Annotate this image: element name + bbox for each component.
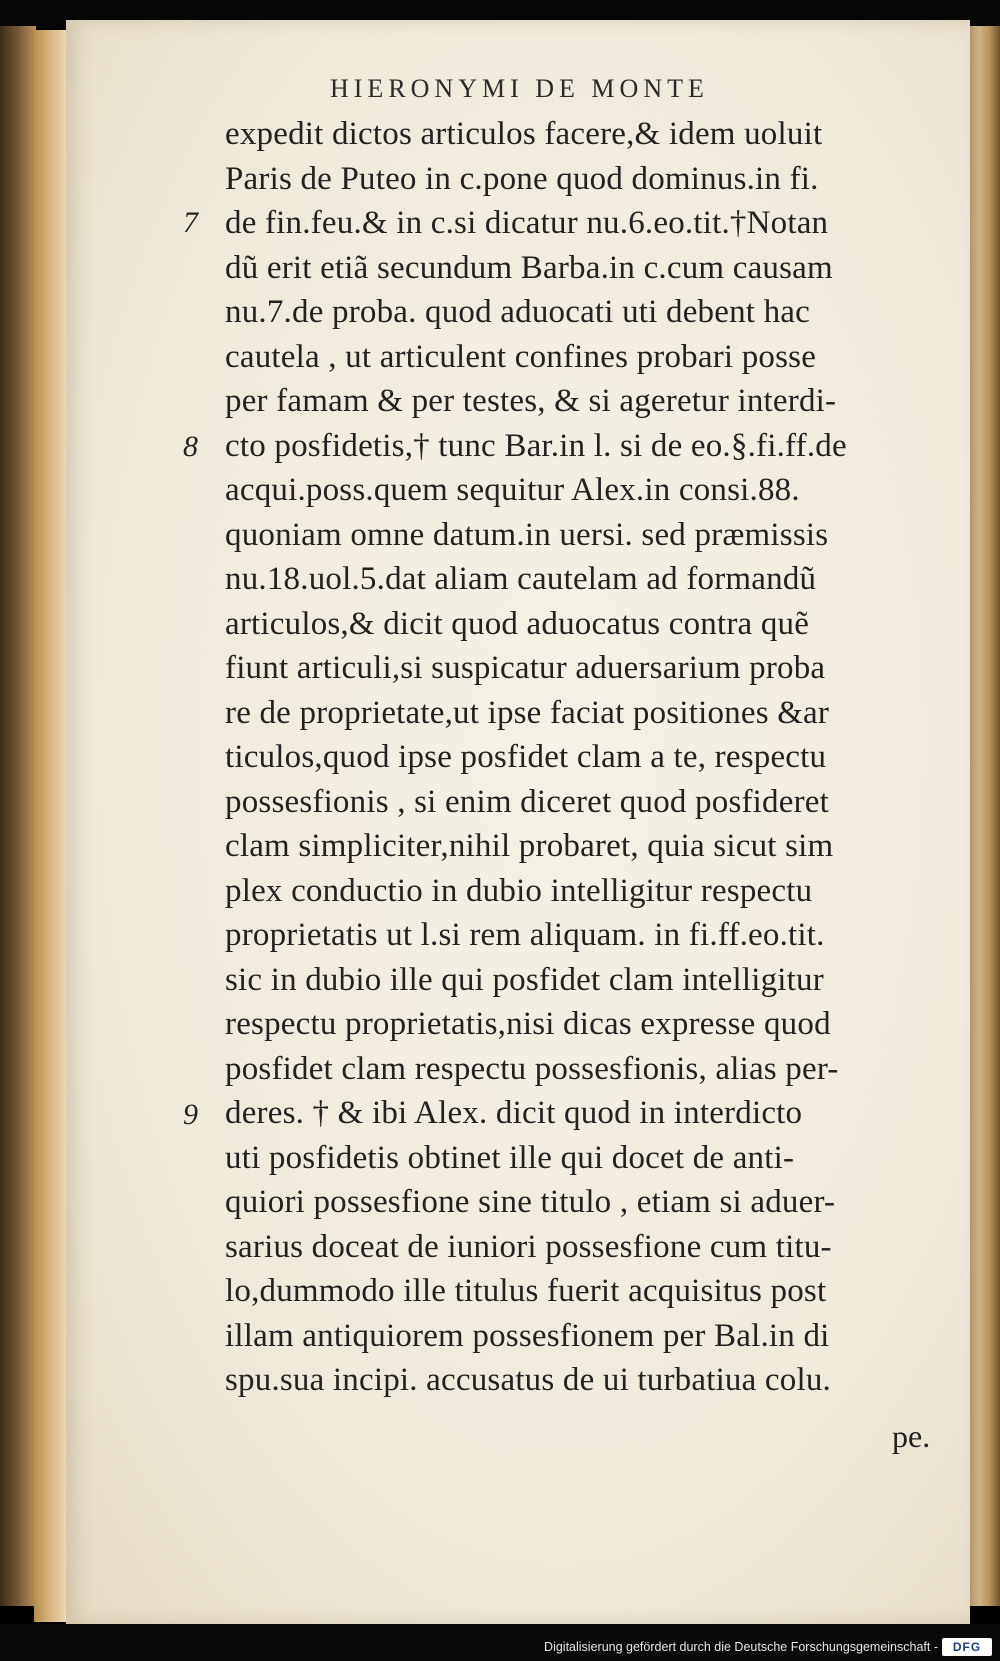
digitization-credit: Digitalisierung gefördert durch die Deutsche Forschungsgemeinschaft - <box>544 1640 938 1654</box>
text-line: posfidet clam respectu possesfionis, alias per- <box>225 1050 839 1087</box>
text-line: sic in dubio ille qui posfidet clam intelligitur <box>225 961 824 998</box>
text-line: quiori possesfione sine titulo , etiam si aduer- <box>225 1184 836 1220</box>
text-line: ticulos,quod ipse posfidet clam a te, respectu <box>225 739 827 775</box>
text-line: acqui.poss.quem sequitur Alex.in consi.88. <box>225 472 800 508</box>
text-line: possesfionis , si enim diceret quod posfideret <box>225 783 830 820</box>
dfg-logo: DFG <box>942 1638 992 1656</box>
margin-number-8: 8 <box>183 430 198 463</box>
text-line: articulos,& dicit quod aduocatus contra quẽ <box>225 605 810 642</box>
book-cover-left <box>0 26 36 1606</box>
text-line: re de proprietate,ut ipse faciat positiones &ar <box>225 694 830 731</box>
text-line: fiunt articuli,si suspicatur aduersarium proba <box>225 650 826 686</box>
book-cover-right <box>968 26 1000 1606</box>
text-line: expedit dictos articulos facere,& idem uoluit <box>225 116 823 152</box>
text-line: uti posfidetis obtinet ille qui docet de anti- <box>225 1139 795 1176</box>
text-line: nu.18.uol.5.dat aliam cautelam ad formandũ <box>225 561 817 597</box>
text-line: deres. † & ibi Alex. dicit quod in interdicto <box>225 1095 803 1131</box>
text-line: sarius doceat de iuniori possesfione cum titu- <box>225 1228 832 1265</box>
running-head: HIERONYMI DE MONTE <box>330 74 709 103</box>
catchword: pe. <box>892 1418 931 1454</box>
text-line: Paris de Puteo in c.pone quod dominus.in fi. <box>225 160 819 197</box>
margin-number-7: 7 <box>183 206 198 239</box>
text-line: plex conductio in dubio intelligitur respectu <box>225 872 813 909</box>
text-line: lo,dummodo ille titulus fuerit acquisitus post <box>225 1273 827 1309</box>
text-line: spu.sua incipi. accusatus de ui turbatiua colu. <box>225 1362 831 1398</box>
text-line: per famam & per testes, & si ageretur interdi- <box>225 383 837 419</box>
text-line: illam antiquiorem possesfionem per Bal.in di <box>225 1317 830 1354</box>
text-line: cautela , ut articulent confines probari posse <box>225 338 817 375</box>
text-line: clam simpliciter,nihil probaret, quia sicut sim <box>225 828 834 864</box>
text-line: quoniam omne datum.in uersi. sed præmissis <box>225 516 829 553</box>
text-line: nu.7.de proba. quod aduocati uti debent hac <box>225 294 811 330</box>
text-line: proprietatis ut l.si rem aliquam. in fi.ff.eo.tit. <box>225 917 825 953</box>
margin-number-9: 9 <box>183 1098 198 1131</box>
page-gutter <box>34 30 70 1622</box>
text-line: respectu proprietatis,nisi dicas expresse quod <box>225 1006 831 1042</box>
text-line: cto posfidetis,† tunc Bar.in l. si de eo.§.fi.ff.de <box>225 427 847 464</box>
text-line: dũ erit etiã secundum Barba.in c.cum causam <box>225 249 833 286</box>
text-body <box>225 112 955 1403</box>
text-line: de fin.feu.& in c.si dicatur nu.6.eo.tit.†Notan <box>225 205 829 241</box>
